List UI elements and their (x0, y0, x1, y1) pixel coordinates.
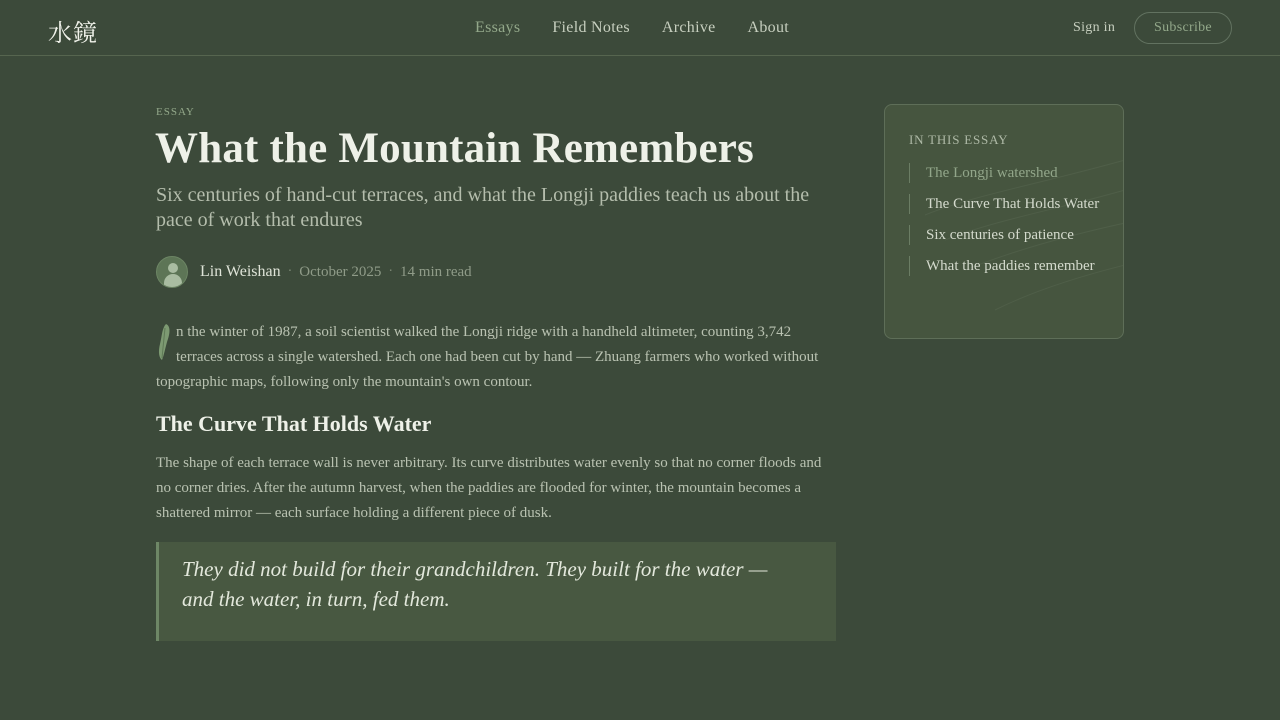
site-logo[interactable]: 水鏡 (48, 19, 98, 47)
article-title: What the Mountain Remembers (155, 125, 754, 172)
sign-in-link[interactable]: Sign in (1073, 20, 1116, 35)
main-nav (475, 19, 789, 37)
nav-link-archive[interactable]: Archive (661, 19, 716, 36)
top-bar (0, 0, 1280, 56)
toc-heading: IN THIS ESSAY (909, 132, 1009, 147)
pull-quote (156, 542, 836, 641)
table-of-contents (884, 104, 1124, 339)
subscribe-button[interactable]: Subscribe (1134, 12, 1232, 44)
toc-item-six-centuries[interactable]: Six centuries of patience (909, 225, 1109, 245)
leaf-drop-cap-icon (156, 322, 174, 362)
read-time: 14 min read (400, 263, 472, 280)
section-heading: The Curve That Holds Water (156, 411, 432, 436)
byline (156, 256, 472, 288)
user-avatar-icon[interactable] (156, 256, 188, 288)
intro-paragraph (156, 320, 836, 395)
intro-text: n the winter of 1987, a soil scientist walked the Longji ridge with a handheld altimeter, counting 3,742 terraces across a single watershed. Each one had been cut by hand — Zhuang farmers who worked without topographic maps, following only the mountain's own contour. (156, 324, 819, 390)
article-kicker: ESSAY (156, 106, 195, 118)
section-paragraph: The shape of each terrace wall is never arbitrary. Its curve distributes water evenly so that no corner floods and no corner dries. After the autumn harvest, when the paddies are flooded for winter, the mountain becomes a shattered mirror — each surface holding a different piece of dusk. (156, 455, 822, 521)
nav-link-essays[interactable]: Essays (475, 19, 521, 36)
toc-item-paddies-remember[interactable]: What the paddies remember (909, 256, 1109, 276)
pull-quote-text: They did not build for their grandchildren. They built for the water — and the water, in turn, fed them. (182, 557, 768, 611)
toc-item-longji-watershed[interactable]: The Longji watershed (909, 163, 1109, 183)
byline-separator: · (287, 264, 293, 279)
byline-separator: · (388, 264, 394, 279)
nav-link-field-notes[interactable]: Field Notes (552, 19, 630, 36)
nav-link-about[interactable]: About (747, 19, 790, 36)
author-name[interactable]: Lin Weishan (200, 263, 281, 280)
article-subtitle: Six centuries of hand-cut terraces, and what the Longji paddies teach us about the pace of work that endures (156, 184, 810, 231)
toc-item-curve-holds-water[interactable]: The Curve That Holds Water (909, 194, 1109, 214)
publish-date: October 2025 (299, 263, 382, 280)
toc-list (909, 163, 1109, 287)
